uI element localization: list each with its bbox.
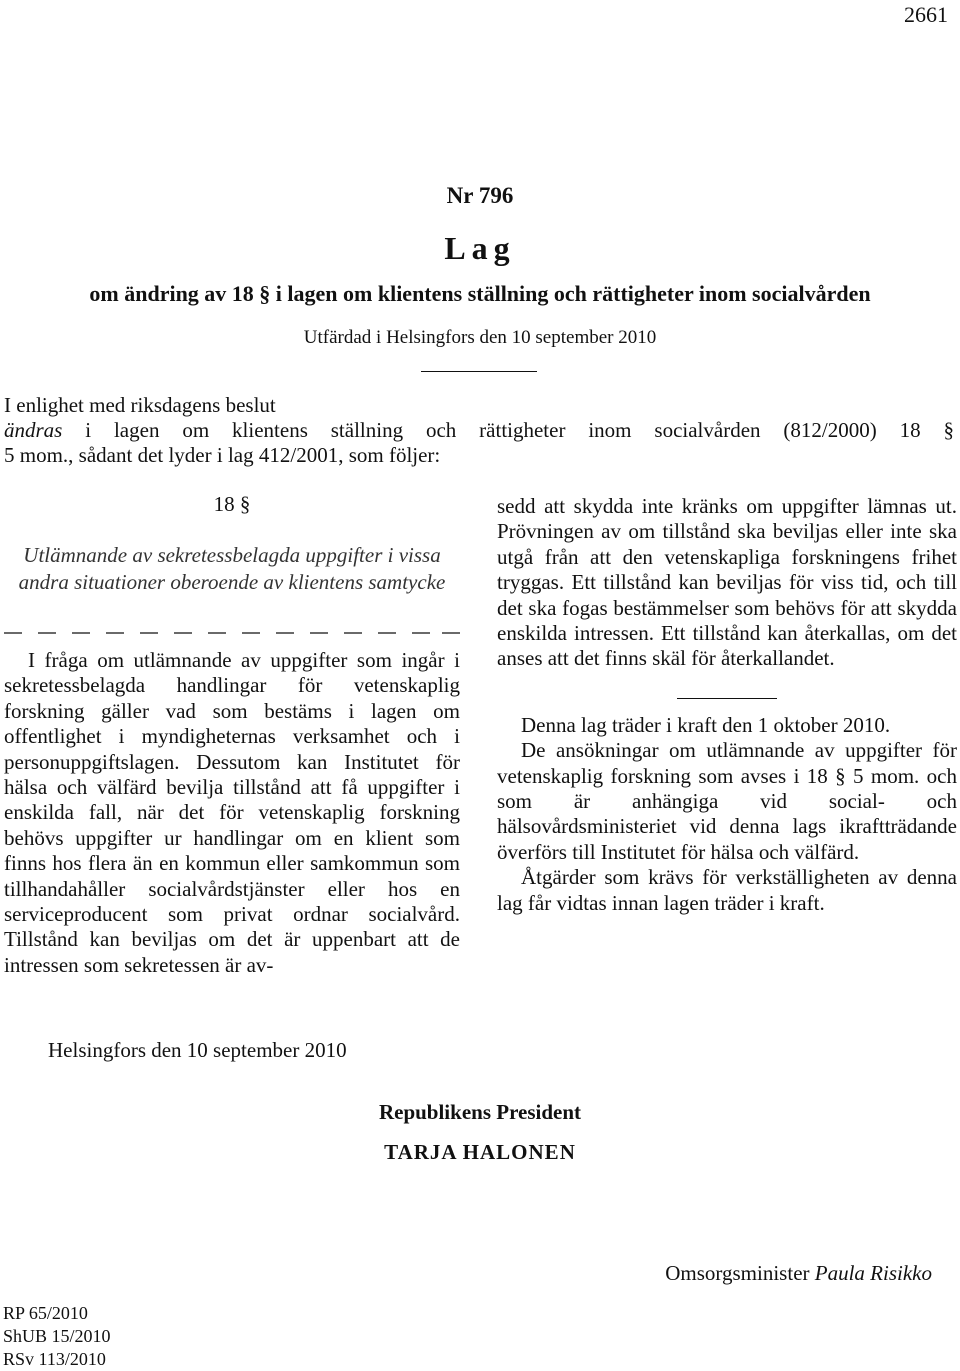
left-column (4, 648, 460, 978)
transitional-provision: De ansökningar om utlämnande av uppgifter för vetenskaplig forskning som avses i 18 § 5 mom. och som är anhängiga vid social- och hälsovårdsministeriet vid denna lags ikraftträdande överförs till Institutet för hälsa och välfärd. (497, 738, 957, 864)
enactment-clause (4, 393, 954, 468)
enactment-line-3: 5 mom., sådant det lyder i lag 412/2001, som följer: (4, 443, 441, 467)
signing-place-date: Helsingfors den 10 september 2010 (48, 1038, 347, 1062)
president-name: TARJA HALONEN (384, 1140, 576, 1164)
enactment-line-2 (4, 418, 954, 443)
enactment-line-2-text: i lagen om klientens ställning och rättigheter inom socialvården (812/2000) 18 § (62, 418, 954, 442)
section-paragraph-continuation: sedd att skydda inte kränks om uppgifter lämnas ut. Prövningen av om tillstånd ska beviljas eller inte ska utgå från att den vetenskapliga forskningens frihet tryggas. Ett tillstånd kan beviljas för viss tid, och till det ska fogas bestämmelser som behövs för att skydda enskilda intressen. Ett tillstånd kan återkallas, om det anses att det finns skäl för återkallandet. (497, 494, 957, 671)
omitted-text-dashes (4, 627, 460, 639)
issued-date: Utfärdad i Helsingfors den 10 september 2010 (303, 327, 657, 348)
right-column (497, 494, 957, 916)
page-number: 2661 (904, 2, 948, 27)
minister-signature (665, 1261, 932, 1286)
section-paragraph-5: I fråga om utlämnande av uppgifter som ingår i sekretessbelagda handlingar för vetenskaplig forskning gäller vad som bestäms i lagen om offentlighet i myndigheternas verksamhet och i personuppgiftslagen. Dessutom kan Institutet för hälsa och välfärd bevilja tillstånd att få uppgifter i enskilda fall, när det för vetenskaplig forskning behövs uppgifter ur handlingar om en klient som finns hos flera än en kommun eller samkommun som tillhandahåller socialvårdstjänster eller hos en serviceproducent som privat ordnar socialvård. Tillstånd kan beviljas om det är uppenbart att de intressen som sekretessen är av- (4, 648, 460, 977)
header-rule (421, 371, 537, 372)
president-title: Republikens President (378, 1100, 582, 1124)
reference-government-bill: RP 65/2010 (3, 1303, 88, 1323)
entry-into-force: Denna lag träder i kraft den 1 oktober 2010. (521, 712, 891, 737)
reference-committee-report: ShUB 15/2010 (3, 1326, 111, 1346)
minister-name: Paula Risikko (814, 1261, 932, 1285)
section-number: 18 § (213, 492, 251, 516)
reference-parliament-reply: RSv 113/2010 (3, 1349, 106, 1369)
enactment-line-1: I enlighet med riksdagens beslut (4, 393, 276, 417)
document-title: Lag (444, 230, 516, 266)
section-end-rule (677, 698, 777, 699)
minister-title: Omsorgsminister (665, 1261, 810, 1285)
amend-verb: ändras (4, 418, 63, 442)
statute-number: Nr 796 (446, 183, 514, 208)
legislative-references (3, 1302, 111, 1371)
preparatory-measures: Åtgärder som krävs för verkställigheten av denna lag får vidtas innan lagen träder i kraft. (497, 865, 957, 915)
document-subtitle: om ändring av 18 § i lagen om klientens ställning och rättigheter inom socialvården (89, 281, 871, 306)
section-heading: Utlämnande av sekretessbelagda uppgifter i vissa andra situationer oberoende av klientens samtycke (18, 543, 446, 594)
